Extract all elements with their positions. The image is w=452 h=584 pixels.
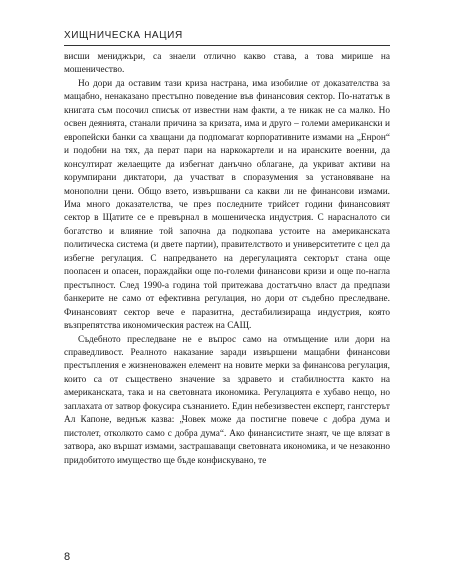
- paragraph-continuation: висши мениджъри, са знаели отлично какво става, а това мирише на мошеничество.: [64, 52, 390, 76]
- header-rule: [64, 45, 390, 46]
- paragraph: Но дори да оставим тази криза настрана, има изобилие от доказателства за мащабно, ненаказано престъпно поведение във финансовия сектор. По-нататък в книгата съм посочил списък от известни нам факти, а те никак не са малко. Но освен деянията, станали причина за кризата, има и друго – големи американски и европейски банки са хващани да подпомагат корпоративните измами на „Енрон“ и подобни на тях, да перат пари на наркокартели и на иранските военни, да консултират желаещите да избегнат данъчно облагане, да укриват активи на корумпирани диктатори, да участват в споразумения за установяване на монополни цени. Общо взето, извършвани са какви ли не финансови измами. Има много доказателства, че през последните трийсет години финансовият сектор в Щатите се е превърнал в мошеническа индустрия. С нарасналото си богатство и влияние той започна да подкопава устоите на американската политическа система (и двете партии), правителството и университетите с цел да избегне регулация. С напредването на дерегулацията секторът стана още поопасен и опасен, пораждайки още по-големи финансови кризи и още по-нагла престъпност. След 1990-а година той притежава достатъчно власт да предпази банкерите не само от ефективна регулация, но дори от съдебно преследване. Финансовият сектор вече е паразитна, дестабилизираща индустрия, която възпрепятства икономическия растеж на САЩ.: [64, 78, 390, 332]
- body-text: [64, 51, 390, 468]
- paragraph: Съдебното преследване не е въпрос само на отмъщение или дори на справедливост. Реалното наказание заради извършени мащабни финансови престъпления е жизненоважен елемент на новите мерки за финансова регулация, които са от съществено значение за здравето и стабилността както на американската, така и на световната икономика. Регулацията е хубаво нещо, но заплахата от затвор фокусира съзнанието. Един небезизвестен експерт, гангстерът Ал Капоне, веднъж казва: „Човек може да постигне повече с добра дума и пистолет, отколкото само с добра дума“. Ако финансистите знаят, че ще влязат в затвора, ако вършат измами, застрашаващи световната икономика, и че незаконно придобитото имущество ще бъде конфискувано, те: [64, 334, 390, 466]
- running-header: ХИЩНИЧЕСКА НАЦИЯ: [64, 30, 183, 41]
- page-number: 8: [64, 551, 71, 563]
